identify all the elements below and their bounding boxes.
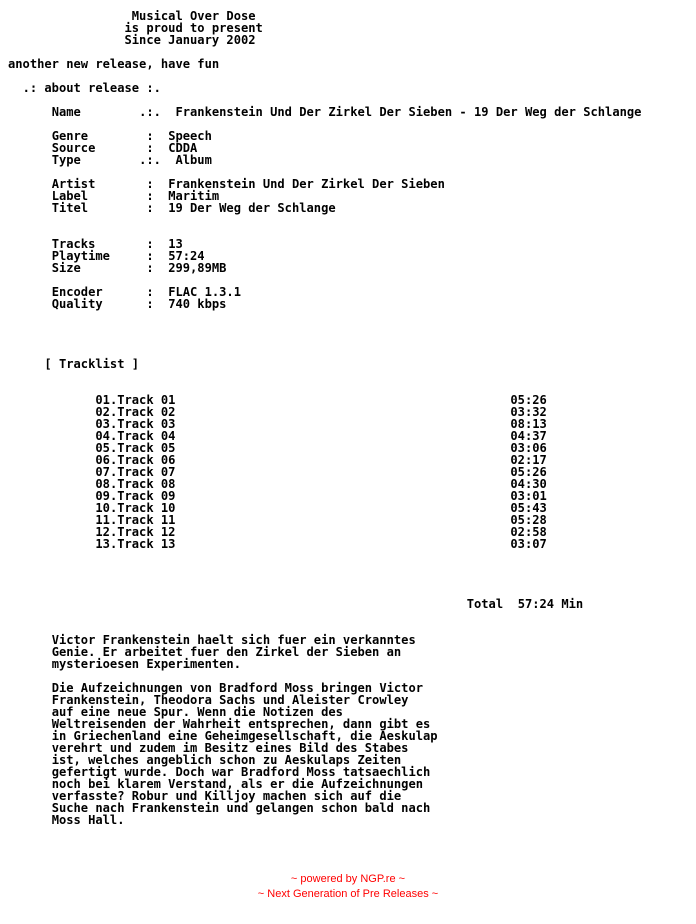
- name-separator: .:.: [139, 105, 161, 119]
- track-row: 12.Track 12 02:58: [95, 525, 547, 539]
- genre-value: Speech: [168, 129, 212, 143]
- label-value: Maritim: [168, 189, 220, 203]
- track-duration: 03:07: [510, 537, 547, 551]
- field-titel: [8, 202, 696, 214]
- track-number: 07: [95, 465, 110, 479]
- artist-label: Artist: [51, 177, 96, 191]
- track-row: 08.Track 08 04:30: [95, 477, 547, 491]
- track-row: 07.Track 07 05:26: [95, 465, 547, 479]
- proud-line: is proud to present: [124, 21, 263, 35]
- track-row: 11.Track 11 05:28: [95, 513, 547, 527]
- track-number: 05: [95, 441, 110, 455]
- blank: [8, 370, 696, 382]
- track-number: 10: [95, 501, 110, 515]
- about-heading: [8, 82, 696, 94]
- blank: [8, 562, 696, 574]
- track-title: Track 07: [117, 465, 176, 479]
- track-title: Track 10: [117, 501, 176, 515]
- field-name: [8, 106, 696, 118]
- quality-separator: :: [146, 297, 154, 311]
- encoder-label: Encoder: [51, 285, 103, 299]
- size-label: Size: [51, 261, 81, 275]
- tracks-value: 13: [168, 237, 183, 251]
- playtime-separator: :: [146, 249, 154, 263]
- description-text: Die Aufzeichnungen von Bradford Moss bringen Victor: [51, 681, 424, 695]
- track-duration: 08:13: [510, 417, 547, 431]
- blank: [8, 334, 696, 346]
- playtime-label: Playtime: [51, 249, 110, 263]
- track-number: 12: [95, 525, 110, 539]
- playtime-value: 57:24: [168, 249, 205, 263]
- tracks-label: Tracks: [51, 237, 96, 251]
- genre-separator: :: [146, 129, 154, 143]
- description-text: auf eine neue Spur. Wenn die Notizen des: [51, 705, 343, 719]
- track-row: 06.Track 06 02:17: [95, 453, 547, 467]
- description-text: Frankenstein, Theodora Sachs und Aleister Crowley: [51, 693, 409, 707]
- header-since: [8, 34, 696, 46]
- encoder-value: FLAC 1.3.1: [168, 285, 241, 299]
- quality-label: Quality: [51, 297, 103, 311]
- track-number: 08: [95, 477, 110, 491]
- field-quality: [8, 298, 696, 310]
- track-row: 02.Track 02 03:32: [95, 405, 547, 419]
- description-text: mysterioesen Experimenten.: [51, 657, 241, 671]
- blank: [8, 610, 696, 622]
- titel-value: 19 Der Weg der Schlange: [168, 201, 336, 215]
- titel-separator: :: [146, 201, 154, 215]
- nfo-text: [8, 10, 696, 826]
- track-title: Track 05: [117, 441, 176, 455]
- track-duration: 02:17: [510, 453, 547, 467]
- description-text: Suche nach Frankenstein und gelangen schon bald nach: [51, 801, 431, 815]
- track-duration: 03:32: [510, 405, 547, 419]
- track-number: 06: [95, 453, 110, 467]
- track-number: 01: [95, 393, 110, 407]
- tagline: another new release, have fun: [8, 57, 220, 71]
- type-label: Type: [51, 153, 81, 167]
- track-duration: 05:26: [510, 393, 547, 407]
- track-duration: 05:28: [510, 513, 547, 527]
- about-heading-text: .: about release :.: [22, 81, 161, 95]
- blank: [8, 310, 696, 322]
- description-line: [8, 658, 696, 670]
- description-line: [8, 814, 696, 826]
- tracklist-heading: [8, 358, 696, 370]
- encoder-separator: :: [146, 285, 154, 299]
- powered-by-link[interactable]: ~ powered by NGP.re ~: [290, 873, 406, 885]
- description-text: ist, welches angeblich schon zu Aeskulaps Zeiten: [51, 753, 402, 767]
- track-number: 09: [95, 489, 110, 503]
- blank: [8, 550, 696, 562]
- tracks-separator: :: [146, 237, 154, 251]
- track-title: Track 12: [117, 525, 176, 539]
- track-duration: 03:01: [510, 489, 547, 503]
- track-row: 03.Track 03 08:13: [95, 417, 547, 431]
- blank: [8, 322, 696, 334]
- quality-value: 740 kbps: [168, 297, 227, 311]
- total-row: [8, 598, 696, 610]
- name-value: Frankenstein Und Der Zirkel Der Sieben - 19 Der Weg der Schlange: [175, 105, 642, 119]
- footer-powered-by: [0, 872, 696, 886]
- titel-label: Titel: [51, 201, 89, 215]
- track-row: 05.Track 05 03:06: [95, 441, 547, 455]
- description-text: verfasste? Robur und Killjoy machen sich auf die: [51, 789, 402, 803]
- label-label: Label: [51, 189, 89, 203]
- description-text: Victor Frankenstein haelt sich fuer ein verkanntes: [51, 633, 416, 647]
- type-value: Album: [175, 153, 212, 167]
- track-number: 02: [95, 405, 110, 419]
- track-title: Track 09: [117, 489, 176, 503]
- track-number: 04: [95, 429, 110, 443]
- track-title: Track 02: [117, 405, 176, 419]
- size-separator: :: [146, 261, 154, 275]
- track-title: Track 04: [117, 429, 176, 443]
- track-title: Track 11: [117, 513, 176, 527]
- description-text: in Griechenland eine Geheimgesellschaft, die Aeskulap: [51, 729, 438, 743]
- total-label: Total: [466, 597, 504, 611]
- artist-separator: :: [146, 177, 154, 191]
- track-number: 03: [95, 417, 110, 431]
- size-value: 299,89MB: [168, 261, 227, 275]
- track-title: Track 06: [117, 453, 176, 467]
- description-text: Weltreisenden der Wahrheit entsprechen, dann gibt es: [51, 717, 431, 731]
- track-duration: 04:30: [510, 477, 547, 491]
- description-text: gefertigt wurde. Doch war Bradford Moss tatsaechlich: [51, 765, 431, 779]
- description-text: Moss Hall.: [51, 813, 125, 826]
- tagline-link[interactable]: ~ Next Generation of Pre Releases ~: [257, 888, 439, 900]
- type-separator: .:.: [139, 153, 161, 167]
- field-size: [8, 262, 696, 274]
- since-line: Since January 2002: [124, 33, 256, 47]
- description-text: verehrt und zudem im Besitz eines Bild des Stabes: [51, 741, 409, 755]
- track-row: 09.Track 09 03:01: [95, 489, 547, 503]
- track-duration: 03:06: [510, 441, 547, 455]
- track-duration: 05:43: [510, 501, 547, 515]
- tracklist-heading-text: [ Tracklist ]: [44, 357, 140, 371]
- track-number: 13: [95, 537, 110, 551]
- track-title: Track 01: [117, 393, 176, 407]
- track-row: 10.Track 10 05:43: [95, 501, 547, 515]
- source-separator: :: [146, 141, 154, 155]
- description-text: noch bei klarem Verstand, als er die Aufzeichnungen: [51, 777, 424, 791]
- blank: [8, 574, 696, 586]
- track-number: 11: [95, 513, 110, 527]
- track-row: 01.Track 01 05:26: [95, 393, 547, 407]
- track-duration: 04:37: [510, 429, 547, 443]
- track-title: Track 03: [117, 417, 176, 431]
- group-name: Musical Over Dose: [131, 10, 256, 23]
- artist-value: Frankenstein Und Der Zirkel Der Sieben: [168, 177, 445, 191]
- description-text: Genie. Er arbeitet fuer den Zirkel der Sieben an: [51, 645, 402, 659]
- track-duration: 05:26: [510, 465, 547, 479]
- track-duration: 02:58: [510, 525, 547, 539]
- track-row: 04.Track 04 04:37: [95, 429, 547, 443]
- total-value: 57:24: [517, 597, 555, 611]
- total-unit: Min: [561, 597, 584, 611]
- source-value: CDDA: [168, 141, 198, 155]
- track-title: Track 13: [117, 537, 176, 551]
- footer-tagline: [0, 887, 696, 901]
- label-separator: :: [146, 189, 154, 203]
- genre-label: Genre: [51, 129, 89, 143]
- tagline: [8, 58, 696, 70]
- blank: [8, 214, 696, 226]
- track-row: 13.Track 13 03:07: [95, 537, 547, 551]
- source-label: Source: [51, 141, 96, 155]
- track-title: Track 08: [117, 477, 176, 491]
- name-label: Name: [51, 105, 81, 119]
- field-type: [8, 154, 696, 166]
